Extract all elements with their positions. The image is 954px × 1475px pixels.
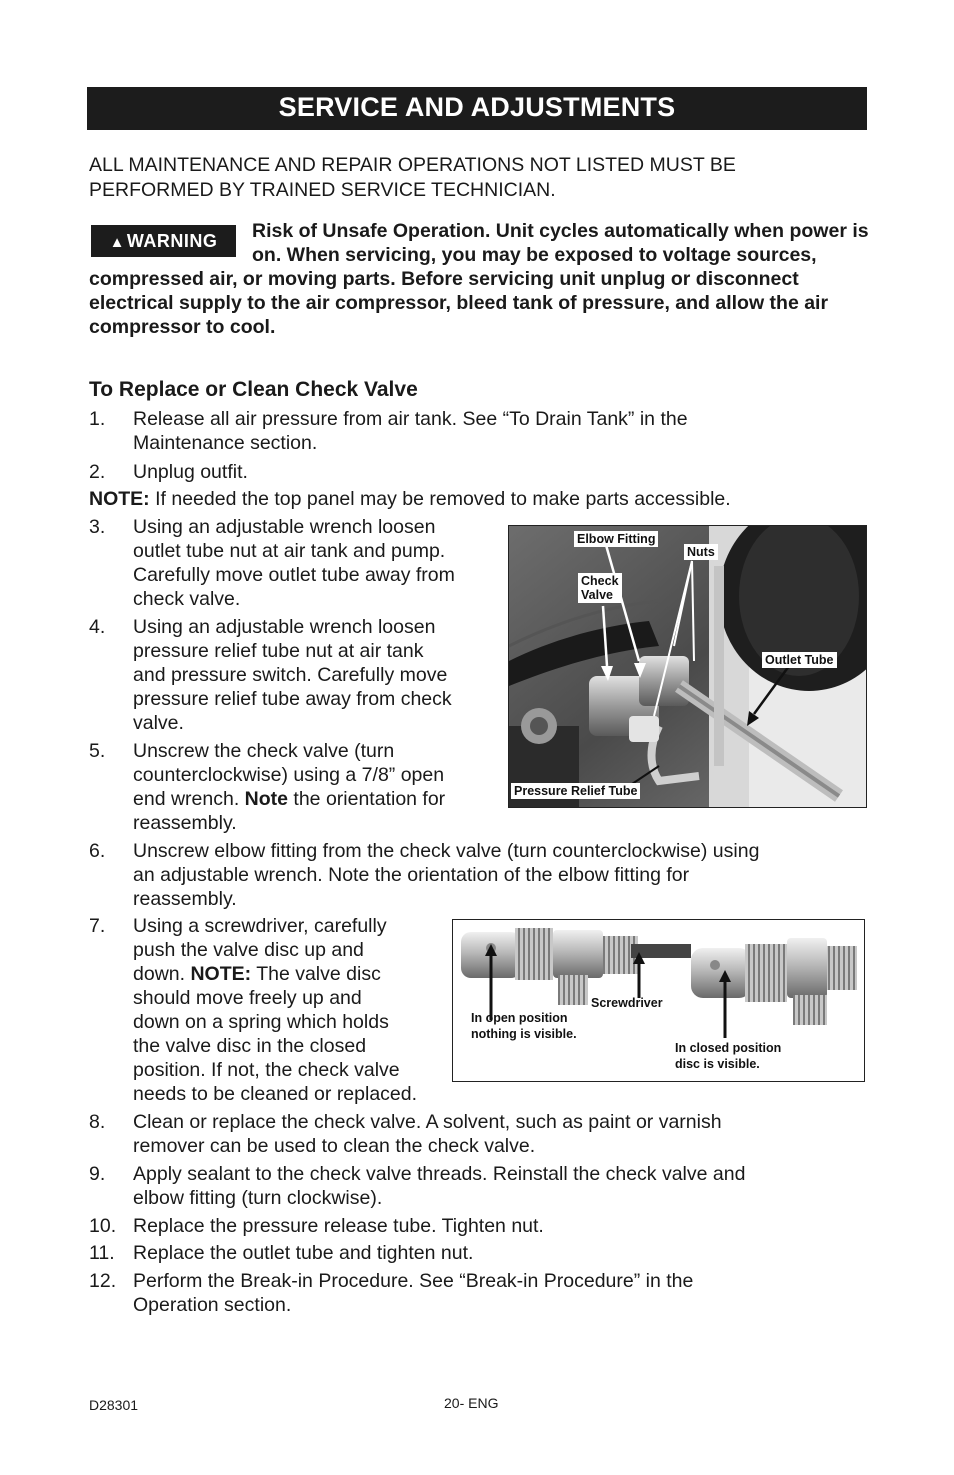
intro-paragraph: ALL MAINTENANCE AND REPAIR OPERATIONS NOT LISTED MUST BE PERFORMED BY TRAINED SERVICE TECHNICIAN. — [89, 154, 736, 201]
step-number: 7. — [89, 915, 106, 937]
step-text: position. If not, the check valve — [133, 1059, 400, 1081]
step-text: Apply sealant to the check valve threads. Reinstall the check valve and — [133, 1163, 746, 1185]
step-text: Using a screwdriver, carefully — [133, 915, 387, 937]
step-number: 3. — [89, 516, 106, 538]
step-text: and pressure switch. Carefully move — [133, 664, 448, 686]
step-text: down on a spring which holds — [133, 1011, 389, 1033]
step-text: push the valve disc up and — [133, 939, 364, 961]
page-number: 20- ENG — [444, 1395, 499, 1411]
closed-position-caption: In closed position disc is visible. — [675, 1041, 782, 1071]
step-text: Carefully move outlet tube away from — [133, 564, 455, 586]
step-text: Release all air pressure from air tank. See “To Drain Tank” in the — [133, 408, 688, 430]
nuts-label: Nuts — [684, 544, 718, 560]
warning-triangle-icon: ▲ — [109, 234, 125, 251]
step-text: an adjustable wrench. Note the orientation of the elbow fitting for — [133, 864, 690, 886]
section-heading: To Replace or Clean Check Valve — [89, 378, 418, 401]
step-text: Using an adjustable wrench loosen — [133, 616, 436, 638]
step-number: 12. — [89, 1270, 117, 1292]
warning-badge-label: WARNING — [126, 231, 218, 251]
outlet-tube-label: Outlet Tube — [762, 652, 837, 668]
screwdriver-label: Screwdriver — [591, 996, 663, 1010]
valve-disc-photo — [452, 919, 865, 1082]
step-text: reassembly. — [133, 888, 237, 910]
step-text: pressure relief tube away from check — [133, 688, 452, 710]
step-text: end wrench. Note the orientation for — [133, 788, 446, 810]
step-number: 5. — [89, 740, 106, 762]
step-number: 2. — [89, 461, 106, 483]
step-text: should move freely up and — [133, 987, 362, 1009]
step-text: Clean or replace the check valve. A solvent, such as paint or varnish — [133, 1111, 722, 1133]
step-text: pressure relief tube nut at air tank — [133, 640, 424, 662]
check-valve-label: Check Valve — [578, 573, 622, 603]
step-text: Unscrew elbow fitting from the check valve (turn counterclockwise) using — [133, 840, 760, 862]
step-text: Maintenance section. — [133, 432, 318, 454]
step-text: Using an adjustable wrench loosen — [133, 516, 436, 538]
step-number: 10. — [89, 1215, 117, 1237]
document-code: D28301 — [89, 1397, 139, 1413]
step-text: Perform the Break-in Procedure. See “Break-in Procedure” in the — [133, 1270, 694, 1292]
step-text: remover can be used to clean the check valve. — [133, 1135, 536, 1157]
step-number: 1. — [89, 408, 106, 430]
step-number: 8. — [89, 1111, 106, 1133]
note-text: If needed the top panel may be removed to make parts accessible. — [149, 488, 731, 510]
step-text: down. NOTE: The valve disc — [133, 963, 381, 985]
step-text: the valve disc in the closed — [133, 1035, 367, 1057]
open-position-caption: In open position nothing is visible. — [471, 1011, 577, 1041]
step-text: Unscrew the check valve (turn — [133, 740, 395, 762]
note — [89, 487, 889, 511]
step-number: 9. — [89, 1163, 106, 1185]
warning-text: Risk of Unsafe Operation. Unit cycles automatically when power is on. When servicing, you may be exposed to voltage sources, compressed air, or moving parts. Before servicing unit unplug or disconnect electrical supply to the air compressor, bleed tank of pressure, and allow the air compressor to cool. — [89, 220, 869, 338]
step-text: Replace the pressure release tube. Tighten nut. — [133, 1215, 544, 1237]
step-text: Unplug outfit. — [133, 461, 248, 483]
step-text: check valve. — [133, 588, 241, 610]
step-text: reassembly. — [133, 812, 237, 834]
step-text: Operation section. — [133, 1294, 292, 1316]
note-label: NOTE: — [89, 488, 150, 510]
step-text: valve. — [133, 712, 184, 734]
warning-badge — [91, 225, 236, 257]
step-text: elbow fitting (turn clockwise). — [133, 1187, 383, 1209]
check-valve-photo — [508, 525, 867, 808]
step-text: needs to be cleaned or replaced. — [133, 1083, 418, 1105]
step-number: 6. — [89, 840, 106, 862]
step-text: Replace the outlet tube and tighten nut. — [133, 1242, 474, 1264]
step-number: 4. — [89, 616, 106, 638]
elbow-fitting-label: Elbow Fitting — [574, 531, 658, 547]
page-title: SERVICE AND ADJUSTMENTS — [87, 87, 867, 130]
step-text: counterclockwise) using a 7/8” open — [133, 764, 445, 786]
step-number: 11. — [89, 1242, 115, 1264]
pressure-relief-tube-label: Pressure Relief Tube — [511, 783, 640, 799]
step-text: outlet tube nut at air tank and pump. — [133, 540, 446, 562]
